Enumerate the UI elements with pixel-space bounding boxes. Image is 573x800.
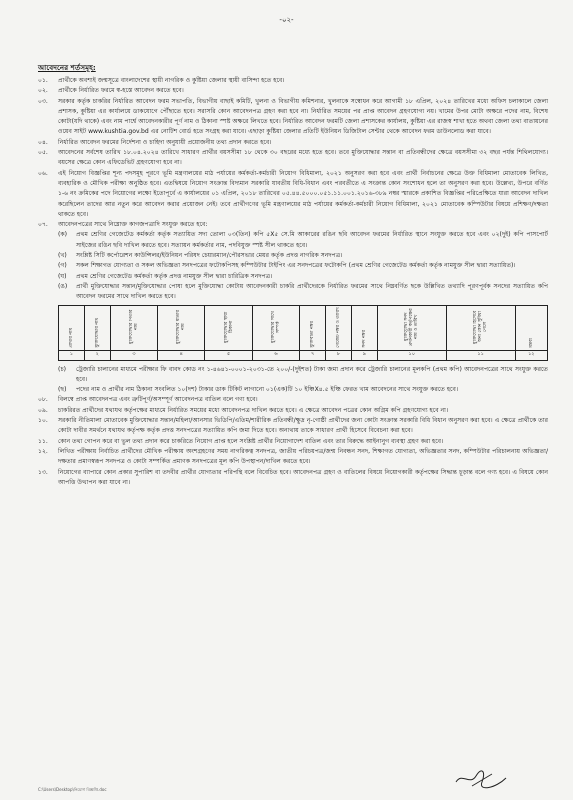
condition-item-text: এই নিয়োগ বিজ্ঞপ্তির শূন্য পদসমূহ পূরণে ভূমি মন্ত্রণালয়ের মাঠ পর্যায়ের কর্মকর্তা-কর্মচারী নিয়োগ বিধিমালা, ২০২১ অনুসরণ করা হবে এবং প্রার্থী নির্বাচনের ক্ষেত্রে উক্ত বিধিমালা মোতাবেক লিখিত, ব্যবহারিক ও মৌখিক পরীক্ষা অনুষ্ঠিত হবে। এতদ্বিষয়ে নিয়োগ সংক্রান্ত বিদ্যমান সরকারি যাবতীয় বিধি-বিধান এবং পরবর্তীতে এ সংক্রান্ত কোন সংশোধন হলে তা অনুসরণ করা হবে। উল্লেখ্য, উপরে বর্ণিত ১-৬ নং ক্রমিকের পদে নিয়োগের লক্ষ্যে ইতোপূর্বে এ কার্যালয়ের ০১ এপ্রিল, ২০১৮ তারিখের ০৫.৪৪.৫০০০.০৫১.১১.০০১.২০১৬-৩৮৯ নম্বর স্মারকে প্রকাশিত বিজ্ঞপ্তির পরিপ্রেক্ষিতে যারা আবেদন দাখিল করেছিলেন তাদের আর নতুন করে আবেদন করার প্রয়োজন নেই। তবে প্রার্থীগণের ভূমি মন্ত্রণালয়ের মাঠ পর্যায়ের কর্মকর্তা-কর্মচারী নিয়োগ বিধিমালা, ২০২১ মোতাবেক কম্পিউটার বিষয়ে প্রশিক্ষণ/দক্ষতা থাকতে হবে। bbox=[58, 169, 548, 218]
condition-item bbox=[38, 437, 548, 447]
condition-item-number: ০৩. bbox=[38, 97, 48, 105]
attachment-item bbox=[58, 385, 548, 395]
condition-item-number: ০৭. bbox=[38, 221, 48, 229]
condition-item-text: সরকার কর্তৃক চাকরির নির্ধারিত আবেদন ফরম সভাপতি, বিভাগীয় বাছাই কমিটি, খুলনা ও বিভাগীয় কমিশনার, খুলনাকে সম্বোধন করে আগামী ১৮ এপ্রিল, ২০২৪ তারিখের মধ্যে অফিস চলাকালে জেলা প্রশাসক, কুষ্টিয়া এর কার্যালয়ে ডাকযোগে পৌঁছাতে হবে। সরাসরি কোন আবেদনপত্র গ্রহণ করা হবে না। নির্ধারিত সময়ের পর প্রাপ্ত আবেদন গ্রহণযোগ্য নয়। খামের উপর মোটা অক্ষরে পদের নাম, বিশেষ কোটা(যদি থাকে) এবং নাম পার্শ্বে আবেদনকারীর পূর্ণ নাম ও ঠিকানা স্পষ্ট অক্ষরে লিখতে হবে। নির্ধারিত আবেদন ফরমটি জেলা প্রশাসকের কার্যালয়, কুষ্টিয়া এর রাজস্ব শাখা হতে অথবা জেলা তথ্য বাতায়নের ওয়েব সাইট www.kushtia.gov.bd এর নোটিশ বোর্ড হতে সংগ্রহ করা যাবে। এছাড়া কুষ্টিয়া জেলার প্রতিটি ইউনিয়ন ডিজিটাল সেন্টার থেকে আবেদন ফরম ডাউনলোড করা যাবে। bbox=[58, 97, 548, 136]
condition-item bbox=[38, 148, 548, 169]
condition-item bbox=[38, 97, 548, 138]
table-header-label: প্রার্থীর নাম bbox=[68, 327, 74, 348]
table-header-cell bbox=[84, 305, 110, 350]
attachment-item-number: (ঘ) bbox=[58, 272, 67, 280]
condition-item bbox=[38, 416, 548, 437]
table-number-cell: ১২ bbox=[515, 350, 547, 360]
table-header-cell bbox=[351, 305, 377, 350]
condition-item-text: কোন তথ্য গোপন করে বা ভুল তথ্য প্রদান করে চাকরিতে নিয়োগ প্রাপ্ত হলে সংশ্লিষ্ট প্রার্থীর নিয়োগাদেশ বাতিল এবং তার বিরুদ্ধে আইনানুগ ব্যবস্থা গ্রহণ করা হবে। bbox=[58, 437, 444, 445]
condition-item-number: ০৫. bbox=[38, 149, 48, 157]
condition-item-text: সরকারি নীতিমালা মোতাবেক মুক্তিযোদ্ধার সন্তান/মহিলা/আনসার ভিডিপি/এতিম/শারীরিক প্রতিবন্ধী/ক্ষুদ্র নৃ-গোষ্ঠী প্রার্থীদের জন্য কোটা সংক্রান্ত সরকারি বিধি বিধান অনুসরণ করা হবে। এ ক্ষেত্রে প্রার্থীকে তার কোটা দাবীর সমর্থনে যথাযথ কর্তৃপক্ষ কর্তৃক প্রদত্ত সনদপত্রের সত্যায়িত কপি জমা দিতে হবে। অন্যথায় তাকে সাধারণ প্রার্থী হিসেবে বিবেচনা করা হবে। bbox=[58, 417, 548, 435]
condition-item-number: ১২. bbox=[38, 447, 48, 455]
table-header-label: মুক্তিযোদ্ধা সনদ প্রদানকারী কর্তৃপক্ষের নাম ও তারিখ bbox=[404, 307, 420, 346]
table-header-cell bbox=[205, 305, 252, 350]
condition-item-text: লিখিত পরীক্ষায় নির্বাচিত প্রার্থীদের মৌখিক পরীক্ষায় অংশগ্রহণের সময় নাগরিকত্ব সনদপত্র, জাতীয় পরিচয়পত্র/জন্ম নিবন্ধন সনদ, শিক্ষাগত যোগ্যতা, অভিজ্ঞতার সনদ, কম্পিউটার পরিচালনায় অভিজ্ঞতা/দক্ষতার প্রমাণস্বরূপ সনদপত্র ও কোটা সম্পর্কিত প্রমাণক সনদপত্রের মূল কপি উপস্থাপন/দাখিল করতে হবে। bbox=[58, 447, 548, 466]
condition-item bbox=[38, 86, 548, 96]
attachment-item-text: প্রথম শ্রেণির গেজেটেড কর্মকর্তা কর্তৃক সত্যায়িত সদ্য তোলা ০৩(তিন) কপি ৫X৫ সে.মি আকারের রঙিন ছবি আবেদন ফরমের নির্ধারিত স্থানে সংযুক্ত করতে হবে এবং ০২(দুই) কপি পাসপোর্ট সাইজের রঙিন ছবি দাখিল করতে হবে। সত্যায়ন কর্মকর্তার নাম, পদবিযুক্ত স্পষ্ট সীল থাকতে হবে। bbox=[76, 231, 548, 249]
condition-item bbox=[38, 468, 548, 489]
table-header-label: মুক্তিযোদ্ধার মাতার নাম bbox=[176, 309, 187, 344]
table-header-cell bbox=[515, 305, 547, 350]
condition-item bbox=[38, 406, 548, 416]
condition-item-text: নির্ধারিত আবেদন ফরমের নির্দেশনা ও চাহিদা অনুযায়ী প্রয়োজনীয় তথ্য প্রদান করতে হবে। bbox=[58, 138, 272, 146]
attachment-item-number: (ক) bbox=[58, 231, 68, 239]
attachment-item bbox=[58, 251, 548, 261]
attachment-item-number: (খ) bbox=[58, 252, 67, 260]
condition-item-number: ০২. bbox=[38, 87, 48, 95]
condition-item-number: ০১. bbox=[38, 77, 48, 84]
attachment-item-text: সংশ্লিষ্ট সিটি কর্পোরেশন কাউন্সিলর/ইউনিয়ন পরিষদ চেয়ারম্যান/পৌরসভার মেয়র কর্তৃক প্রদত্ত নাগরিক সনদপত্র। bbox=[76, 252, 343, 260]
table-header-label: মন্তব্য bbox=[528, 337, 534, 348]
table-number-cell: ৭ bbox=[300, 350, 326, 360]
table-number-cell: ২ bbox=[84, 350, 110, 360]
condition-item-text: প্রার্থীকে অবশ্যই জন্মসূত্রে বাংলাদেশের স্থায়ী নাগরিক ও কুষ্টিয়া জেলার স্থায়ী বাসিন্দা হতে হবে। bbox=[58, 77, 285, 84]
table-header-label: গেজেট নম্বর ও তারিখ bbox=[336, 306, 342, 348]
table-header-cell bbox=[59, 305, 85, 350]
attachment-item-number: (ঙ) bbox=[58, 282, 68, 290]
freedom-fighter-info-table bbox=[58, 305, 548, 361]
attachment-item-text: প্রার্থী মুক্তিযোদ্ধার সন্তান/মুক্তিযোদ্ধার পোষ্য হলে মুক্তিযোদ্ধা কোটায় আবেদনকারী চাকরি প্রার্থীদেরকে নির্ধারিত ফরমের সাথে নিম্নবর্ণিত ছকে উল্লিখিত তথ্যাদি পূরণপূর্বক সনদের সত্যায়িত কপি আবেদন ফরমের সাথে দাখিল করতে হবে। bbox=[76, 282, 548, 301]
attachment-item bbox=[58, 230, 548, 251]
condition-item-number: ১১. bbox=[38, 437, 48, 445]
table-number-cell: ১১ bbox=[446, 350, 515, 360]
section-heading: আবেদনের শর্তসমূহ: bbox=[38, 63, 96, 72]
attachment-item-text: ট্রেজারি চালানের মাধ্যমে পরীক্ষার ফি বাবদ কোড নং ১-৪৬৪১-০০০১-২০৩১-তে ২০০/-(দুইশত) টাকা জমা প্রদান করে ট্রেজারি চালানের মূলকপি (প্রথম কপি) আবেদনপত্রের সাথে সংযুক্ত করতে হবে। bbox=[76, 365, 548, 383]
condition-item bbox=[38, 169, 548, 220]
attachment-item bbox=[58, 365, 548, 386]
table-number-cell: ৯ bbox=[351, 350, 377, 360]
table-header-cell bbox=[110, 305, 157, 350]
table-header-label: মুক্তিযোদ্ধার নাম bbox=[94, 318, 100, 348]
condition-item-text: নিয়োগের ব্যাপারে কোন প্রকার সুপারিশ বা তদবীর প্রার্থীর যোগ্যতার পরিপন্থি বলে বিবেচিত হবে। আবেদনপত্র গ্রহণ ও বাতিলের বিষয়ে নিয়োগকারী কর্তৃপক্ষের সিদ্ধান্ত চূড়ান্ত বলে গণ্য হবে। এ বিষয়ে কোন আপত্তি উত্থাপন করা যাবে না। bbox=[58, 468, 548, 486]
conditions-list bbox=[38, 76, 548, 488]
table-number-cell: ৩ bbox=[110, 350, 157, 360]
condition-item-text: চাকরিরত প্রার্থীদের যথাযথ কর্তৃপক্ষের মাধ্যমে নির্ধারিত সময়ের মধ্যে আবেদনপত্র দাখিল করতে হবে। এ ক্ষেত্রে আবেদন পত্রের কোন অগ্রিম কপি গ্রহণযোগ্য হবে না। bbox=[58, 406, 449, 414]
condition-item bbox=[38, 220, 548, 230]
table-header-cell bbox=[300, 305, 326, 350]
attachment-item bbox=[58, 272, 548, 282]
table-header-label: সনদ নম্বর bbox=[361, 329, 367, 348]
attachment-item-text: প্রথম শ্রেণির গেজেটেড কর্মকর্তা কর্তৃক প্রদত্ত নামযুক্ত সীল দ্বারা চারিত্রিক সনদপত্র। bbox=[76, 272, 273, 280]
condition-item bbox=[38, 447, 548, 468]
condition-item-text: বিলম্বে প্রাপ্ত আবেদনপত্র এবং ত্রুটিপূর্ণ/অসম্পূর্ণ আবেদনপত্র বাতিল বলে গণ্য হবে। bbox=[58, 396, 258, 404]
signature bbox=[452, 768, 510, 790]
table-number-cell: ৮ bbox=[326, 350, 352, 360]
condition-item bbox=[38, 138, 548, 148]
attachment-item bbox=[58, 282, 548, 303]
condition-item-number: ০৮. bbox=[38, 396, 48, 404]
table-number-cell: ৪ bbox=[158, 350, 205, 360]
table-header-cell bbox=[326, 305, 352, 350]
table-number-cell: ৫ bbox=[205, 350, 252, 360]
attachment-item-number: (ছ) bbox=[58, 386, 67, 394]
condition-item-number: ০৪. bbox=[38, 138, 48, 146]
table-header-label: মুক্তিযোদ্ধার সাথে সম্পর্ক bbox=[271, 310, 282, 343]
condition-item-number: ১৩. bbox=[38, 468, 48, 476]
condition-item bbox=[38, 395, 548, 405]
table-header-label: মুক্তিযোদ্ধা হিসেবে অন্য কোন সুবিধা পেলে bbox=[473, 309, 489, 344]
table-header-cell bbox=[446, 305, 515, 350]
attachment-item-number: (চ) bbox=[58, 365, 67, 373]
attachment-item-number: (গ) bbox=[58, 262, 67, 270]
attachment-item bbox=[58, 261, 548, 271]
table-number-cell: ৬ bbox=[252, 350, 299, 360]
table-header-cell bbox=[252, 305, 299, 350]
condition-item-text: আবেদনের সর্বশেষ তারিখ ১৮.০৪.২০২৪ তারিখে সাধারণ প্রার্থীর বয়সসীমা ১৮ থেকে ৩০ বছরের মধ্যে হতে হবে। তবে মুক্তিযোদ্ধার সন্তান বা প্রতিবন্ধীদের ক্ষেত্রে বয়সসীমা ৩২ বছর পর্যন্ত শিথিলযোগ্য। বয়সের ক্ষেত্রে কোন এফিডেভিট গ্রহণযোগ্য হবে না। bbox=[58, 149, 548, 167]
file-path-footer: C:\Users\Desktop\নিয়োগ বিজ্ঞপ্তি.doc bbox=[38, 787, 107, 792]
page-number: -০২- bbox=[279, 16, 294, 24]
table-header-cell bbox=[158, 305, 205, 350]
table-number-cell: ১ bbox=[59, 350, 85, 360]
condition-item-number: ০৬. bbox=[38, 169, 48, 177]
condition-item bbox=[38, 76, 548, 86]
attachment-item-text: সকল শিক্ষাগত যোগ্যতা ও সকল অভিজ্ঞতা সনদপত্রের ফটোকপিসহ কম্পিউটার টাইপিং এর সনদপত্রের ফটোকপি (প্রথম শ্রেণির গেজেটেড কর্মকর্তা কর্তৃক নামযুক্ত সীল দ্বারা সত্যায়িত)। bbox=[76, 262, 516, 270]
table-number-cell: ১০ bbox=[377, 350, 446, 360]
attachment-item-text: পদের নাম ও প্রার্থীর নাম ঠিকানা সংবলিত ১০(দশ) টাকার ডাক টিকিট লাগানো ০১(এক)টি ১০ ইঞ্চিX৪.৫ ইঞ্চি ফেরত খাম আবেদনের সাথে সংযুক্ত করতে হবে। bbox=[76, 386, 459, 394]
table-header-label: মুক্তিযোদ্ধার স্থায়ী ঠিকানা bbox=[223, 310, 234, 343]
condition-item-text: প্রার্থীকে নির্ধারিত ফরমে স্ব-হস্তে আবেদন করতে হবে। bbox=[58, 87, 184, 95]
table-header-label: মুক্তিযোদ্ধার পিতার নাম bbox=[128, 309, 139, 344]
table-header-label: মুক্তিবার্তা নম্বর bbox=[310, 321, 316, 348]
condition-item-number: ১০. bbox=[38, 417, 48, 425]
table-header-cell bbox=[377, 305, 446, 350]
condition-item-text: আবেদনপত্রের সাথে নিম্নোক্ত কাগজপত্রাদি সংযুক্ত করতে হবে: bbox=[58, 221, 208, 229]
condition-item-number: ০৯. bbox=[38, 406, 48, 414]
